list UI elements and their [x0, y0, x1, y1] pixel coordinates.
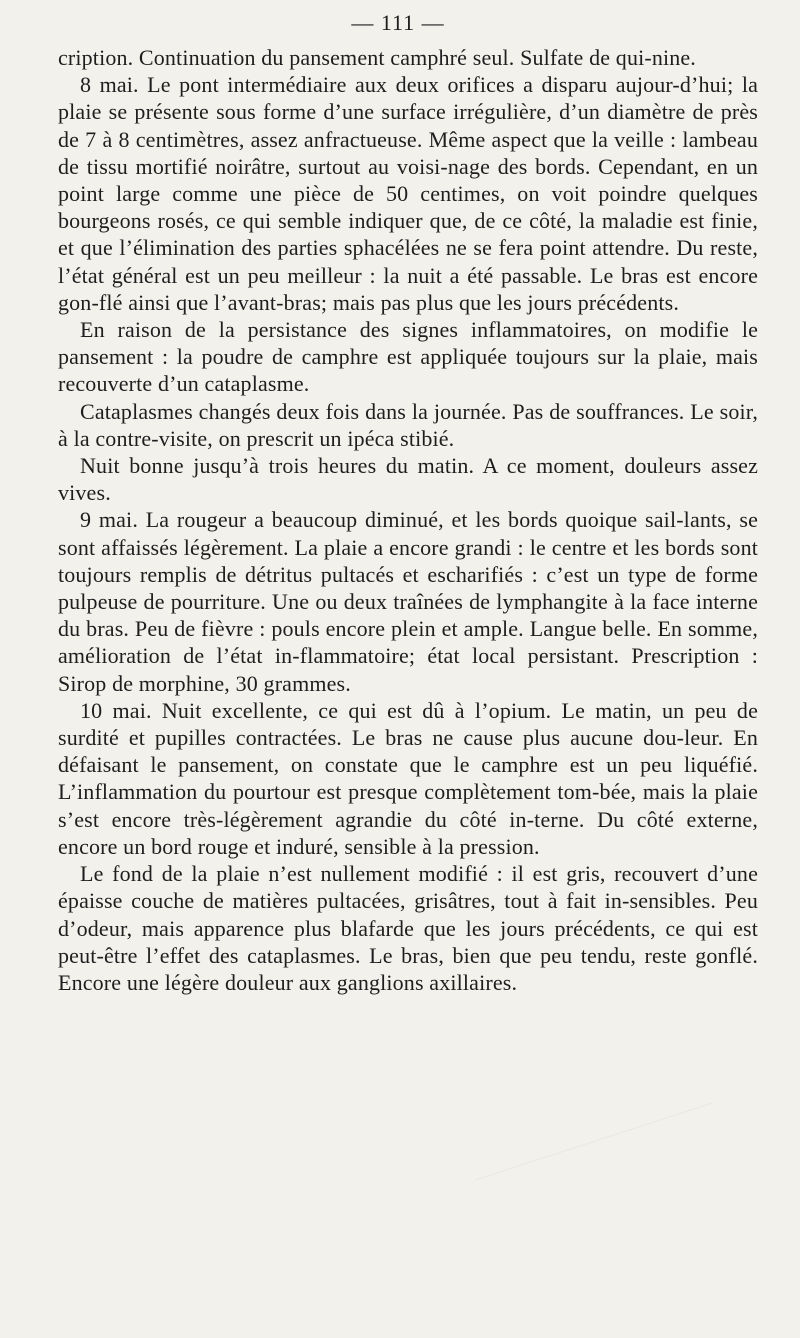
paragraph-10-mai: 10 mai. Nuit excellente, ce qui est dû à l’opium. Le matin, un peu de surdité et pupilles contractées. Le bras ne cause plus aucune dou-leur. En défaisant le pansement, on constate que le camphre est un peu liquéfié. L’inflammation du pourtour est presque complètement tom-bée, mais la plaie s’est encore très-légèrement agrandie du côté in-terne. Du côté externe, encore un bord rouge et induré, sensible à la pression.	[58, 697, 758, 859]
paragraph-cataplasmes: Cataplasmes changés deux fois dans la journée. Pas de souffrances. Le soir, à la contre-visite, on prescrit un ipéca stibié.	[58, 398, 758, 451]
paragraph-nuit: Nuit bonne jusqu’à trois heures du matin. A ce moment, douleurs assez vives.	[58, 453, 758, 506]
paper-crease	[475, 1102, 725, 1218]
paragraph-continuation: cription. Continuation du pansement camphré seul. Sulfate de qui-nine.	[58, 45, 696, 70]
paragraph-fond-plaie: Le fond de la plaie n’est nullement modifié : il est gris, recouvert d’une épaisse couche de matières pultacées, grisâtres, tout à fait in-sensibles. Peu d’odeur, mais apparence plus blafarde que les jours précédents, ce qui est peut-être l’effet des cataplasmes. Le bras, bien que peu tendu, reste gonflé. Encore une légère douleur aux ganglions axillaires.	[58, 861, 758, 995]
paragraph-pansement: En raison de la persistance des signes inflammatoires, on modifie le pansement : la poudre de camphre est appliquée toujours sur la plaie, mais recouverte d’un cataplasme.	[58, 317, 758, 397]
book-page	[58, 8, 758, 996]
body-text	[58, 44, 758, 996]
paragraph-8-mai: 8 mai. Le pont intermédiaire aux deux orifices a disparu aujour-d’hui; la plaie se présente sous forme d’une surface irrégulière, d’un diamètre de près de 7 à 8 centimètres, assez anfractueuse. Même aspect que la veille : lambeau de tissu mortifié noirâtre, surtout au voisi-nage des bords. Cependant, en un point large comme une pièce de 50 centimes, on voit poindre quelques bourgeons rosés, ce qui semble indiquer que, de ce côté, la maladie est finie, et que l’élimination des parties sphacélées ne se fera point attendre. Du reste, l’état général est un peu meilleur : la nuit a été passable. Le bras est encore gon-flé ainsi que l’avant-bras; mais pas plus que les jours précédents.	[58, 72, 758, 315]
paragraph-9-mai: 9 mai. La rougeur a beaucoup diminué, et les bords quoique sail-lants, se sont affaissés légèrement. La plaie a encore grandi : le centre et les bords sont toujours remplis de détritus pultacés et escharifiés : c’est un type de forme pulpeuse de pourriture. Une ou deux traînées de lymphangite à la face interne du bras. Peu de fièvre : pouls encore plein et ample. Langue belle. En somme, amélioration de l’état in-flammatoire; état local persistant. Prescription : Sirop de morphine, 30 grammes.	[58, 507, 758, 696]
running-head: — 111 —	[351, 10, 445, 35]
